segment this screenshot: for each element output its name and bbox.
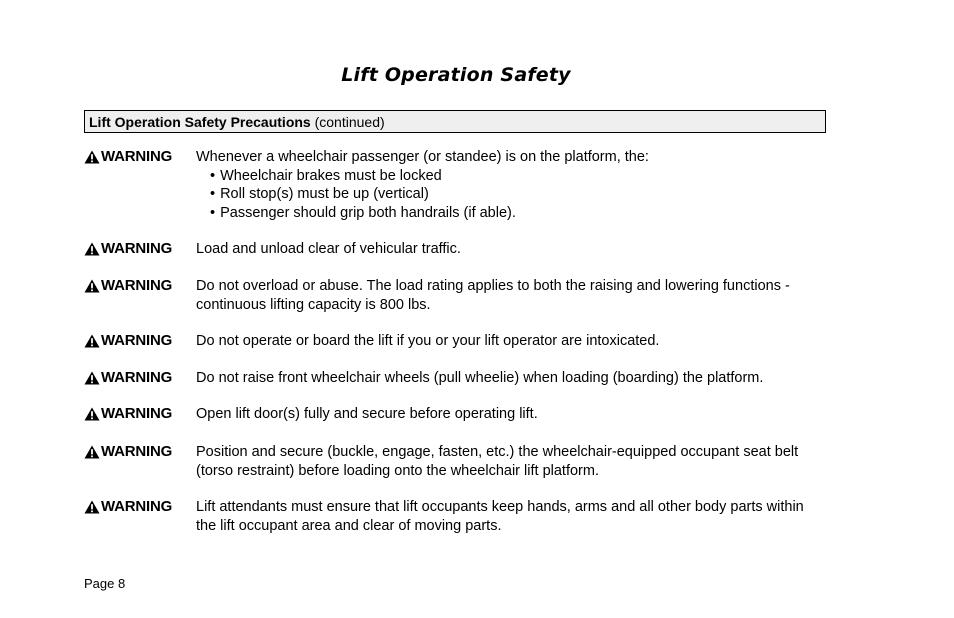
warning-text: Position and secure (buckle, engage, fasten, etc.) the wheelchair-equipped occupant seat belt (torso restraint) before loading onto the wheelchair lift platform. xyxy=(196,444,799,479)
warning-label xyxy=(84,443,172,461)
bullet-item: • Passenger should grip both handrails (if able). xyxy=(210,204,836,223)
warning-label xyxy=(84,498,172,516)
warning-label-text: WARNING xyxy=(101,405,173,422)
warning-text: Do not raise front wheelchair wheels (pull wheelie) when loading (boarding) the platform. xyxy=(196,370,764,386)
warning-label xyxy=(84,240,172,258)
warning-text-intro: Whenever a wheelchair passenger (or standee) is on the platform, the: xyxy=(196,149,649,165)
warning-label-text: WARNING xyxy=(101,369,173,386)
warning-label xyxy=(84,405,172,423)
warning-triangle-icon xyxy=(84,371,100,385)
warning-triangle-icon xyxy=(84,150,100,164)
page-number: Page 8 xyxy=(84,576,126,591)
warning-text: Do not overload or abuse. The load rating applies to both the raising and lowering functions - continuous lifting capacity is 800 lbs. xyxy=(196,278,790,313)
warning-triangle-icon xyxy=(84,445,100,459)
warning-triangle-icon xyxy=(84,407,100,421)
warning-label xyxy=(84,277,172,295)
section-header-suffix: (continued) xyxy=(310,114,385,130)
section-header-title: Lift Operation Safety Precautions xyxy=(89,114,311,130)
warning-bullet-list xyxy=(196,167,836,223)
section-header xyxy=(84,110,826,133)
page-title: Lift Operation Safety xyxy=(341,64,571,86)
warning-label-text: WARNING xyxy=(101,443,173,460)
warning-label xyxy=(84,369,172,387)
warning-label-text: WARNING xyxy=(101,498,173,515)
warning-text: Open lift door(s) fully and secure before operating lift. xyxy=(196,406,538,422)
warning-label-text: WARNING xyxy=(101,277,173,294)
bullet-item: • Roll stop(s) must be up (vertical) xyxy=(210,185,836,204)
warning-label-text: WARNING xyxy=(101,240,173,257)
warning-triangle-icon xyxy=(84,242,100,256)
warning-triangle-icon xyxy=(84,279,100,293)
warning-triangle-icon xyxy=(84,334,100,348)
warning-text xyxy=(196,148,836,222)
bullet-item: • Wheelchair brakes must be locked xyxy=(210,167,836,186)
warning-label xyxy=(84,332,172,350)
warning-label-text: WARNING xyxy=(101,332,173,349)
warning-triangle-icon xyxy=(84,500,100,514)
warning-label-text: WARNING xyxy=(101,148,173,165)
warning-text: Do not operate or board the lift if you or your lift operator are intoxicated. xyxy=(196,333,660,349)
warning-text: Load and unload clear of vehicular traffic. xyxy=(196,241,461,257)
warning-label xyxy=(84,148,172,166)
warning-text: Lift attendants must ensure that lift occupants keep hands, arms and all other body parts within the lift occupant area and clear of moving parts. xyxy=(196,499,804,534)
